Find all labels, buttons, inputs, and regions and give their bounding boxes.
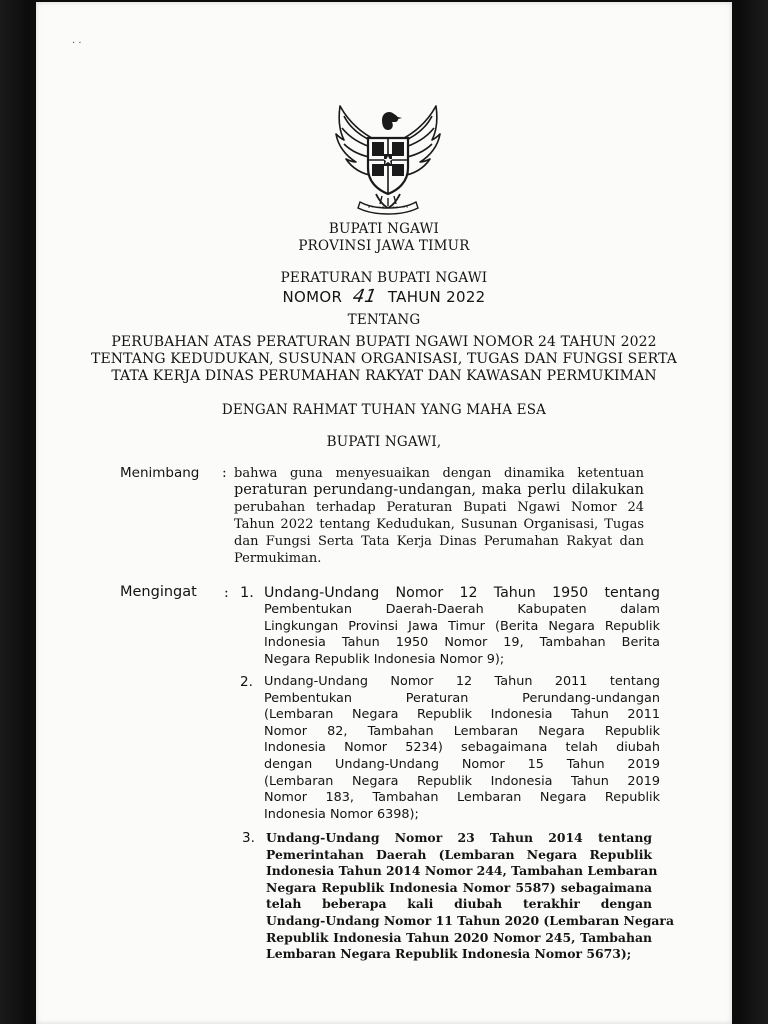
list-item-line: dengan Undang-Undang Nomor 15 Tahun 2019 xyxy=(264,756,660,772)
list-item-line: Lingkungan Provinsi Jawa Timur (Berita Negara Republik xyxy=(264,618,660,634)
list-item-line: Undang-Undang Nomor 12 Tahun 2011 tentang xyxy=(264,674,660,689)
subject-line: PERUBAHAN ATAS PERATURAN BUPATI NGAWI NOMOR 24 TAHUN 2022 xyxy=(111,334,657,350)
list-item-number: 3. xyxy=(242,830,255,846)
scan-speck: · · xyxy=(72,38,82,49)
regulation-title: PERATURAN BUPATI NGAWI xyxy=(280,270,488,286)
handwritten-number: 41 xyxy=(351,286,379,307)
mengingat-label: Mengingat xyxy=(120,584,197,600)
list-item-line: (Lembaran Negara Republik Indonesia Tahun 2019 xyxy=(264,773,660,789)
list-item-line: Undang-Undang Nomor 23 Tahun 2014 tentang xyxy=(266,830,652,845)
list-item-line: Indonesia Tahun 1950 Nomor 19, Tambahan Berita xyxy=(264,635,660,651)
menimbang-line: perubahan terhadap Peraturan Bupati Ngawi Nomor 24 xyxy=(234,500,644,515)
about-heading: TENTANG xyxy=(347,312,421,328)
list-item xyxy=(266,830,674,963)
list-item-line: Indonesia Nomor 6398); xyxy=(264,806,419,822)
list-item-line: Undang-Undang Nomor 12 Tahun 1950 tentang xyxy=(264,585,660,601)
list-item-line: (Lembaran Negara Republik Indonesia Tahun 2011 xyxy=(264,707,660,723)
list-item-line: Nomor 183, Tambahan Lembaran Negara Republik xyxy=(264,790,660,806)
list-item-line: Nomor 82, Tambahan Lembaran Negara Republik xyxy=(264,723,660,739)
list-item-line: Indonesia Nomor 5234) sebagaimana telah diubah xyxy=(264,740,660,756)
menimbang-line: bahwa guna menyesuaikan dengan dinamika ketentuan xyxy=(234,466,644,481)
list-item-line: Negara Republik Indonesia Nomor 5587) sebagaimana xyxy=(266,879,652,895)
subject-line: TENTANG KEDUDUKAN, SUSUNAN ORGANISASI, TUGAS DAN FUNGSI SERTA xyxy=(91,351,677,367)
issuer-title: BUPATI NGAWI xyxy=(328,221,440,237)
list-item-line: Republik Indonesia Tahun 2020 Nomor 245, Tambahan xyxy=(266,929,652,945)
number-prefix: NOMOR xyxy=(282,288,343,306)
list-item-line: telah beberapa kali diubah terakhir dengan xyxy=(266,896,652,912)
garuda-emblem-icon xyxy=(330,98,446,216)
list-item-number: 1. xyxy=(240,585,254,601)
list-item xyxy=(264,584,660,668)
invocation: DENGAN RAHMAT TUHAN YANG MAHA ESA xyxy=(221,402,547,418)
regulation-number xyxy=(36,286,732,307)
list-item-line: Pembentukan Peraturan Perundang-undangan xyxy=(264,690,660,706)
list-item-line: Pemerintahan Daerah (Lembaran Negara Republik xyxy=(266,846,652,862)
number-suffix: TAHUN 2022 xyxy=(387,288,486,306)
menimbang-line: dan Fungsi Serta Tata Kerja Dinas Perumahan Rakyat dan xyxy=(234,534,644,549)
list-item-line: Lembaran Negara Republik Indonesia Nomor 5673); xyxy=(266,946,632,962)
list-item-line: Indonesia Tahun 2014 Nomor 244, Tambahan Lembaran xyxy=(266,863,658,879)
province-title: PROVINSI JAWA TIMUR xyxy=(298,238,470,254)
menimbang-label: Menimbang xyxy=(120,465,200,481)
menimbang-colon: : xyxy=(222,465,227,481)
menimbang-line: Tahun 2022 tentang Kedudukan, Susunan Organisasi, Tugas xyxy=(234,517,644,532)
document-page xyxy=(36,2,732,1024)
mengingat-colon: : xyxy=(224,585,229,601)
list-item-line: Pembentukan Daerah-Daerah Kabupaten dalam xyxy=(264,602,660,617)
list-item-line: Negara Republik Indonesia Nomor 9); xyxy=(264,651,505,667)
enactor: BUPATI NGAWI, xyxy=(326,434,442,450)
menimbang-line: peraturan perundang-undangan, maka perlu dilakukan xyxy=(234,482,644,498)
menimbang-text xyxy=(234,465,644,567)
list-item-number: 2. xyxy=(240,674,253,690)
list-item-line: Undang-Undang Nomor 11 Tahun 2020 (Lembaran Negara xyxy=(266,912,674,928)
subject-line: TATA KERJA DINAS PERUMAHAN RAKYAT DAN KAWASAN PERMUKIMAN xyxy=(111,368,657,384)
menimbang-line: Permukiman. xyxy=(234,551,322,566)
list-item xyxy=(264,674,660,823)
